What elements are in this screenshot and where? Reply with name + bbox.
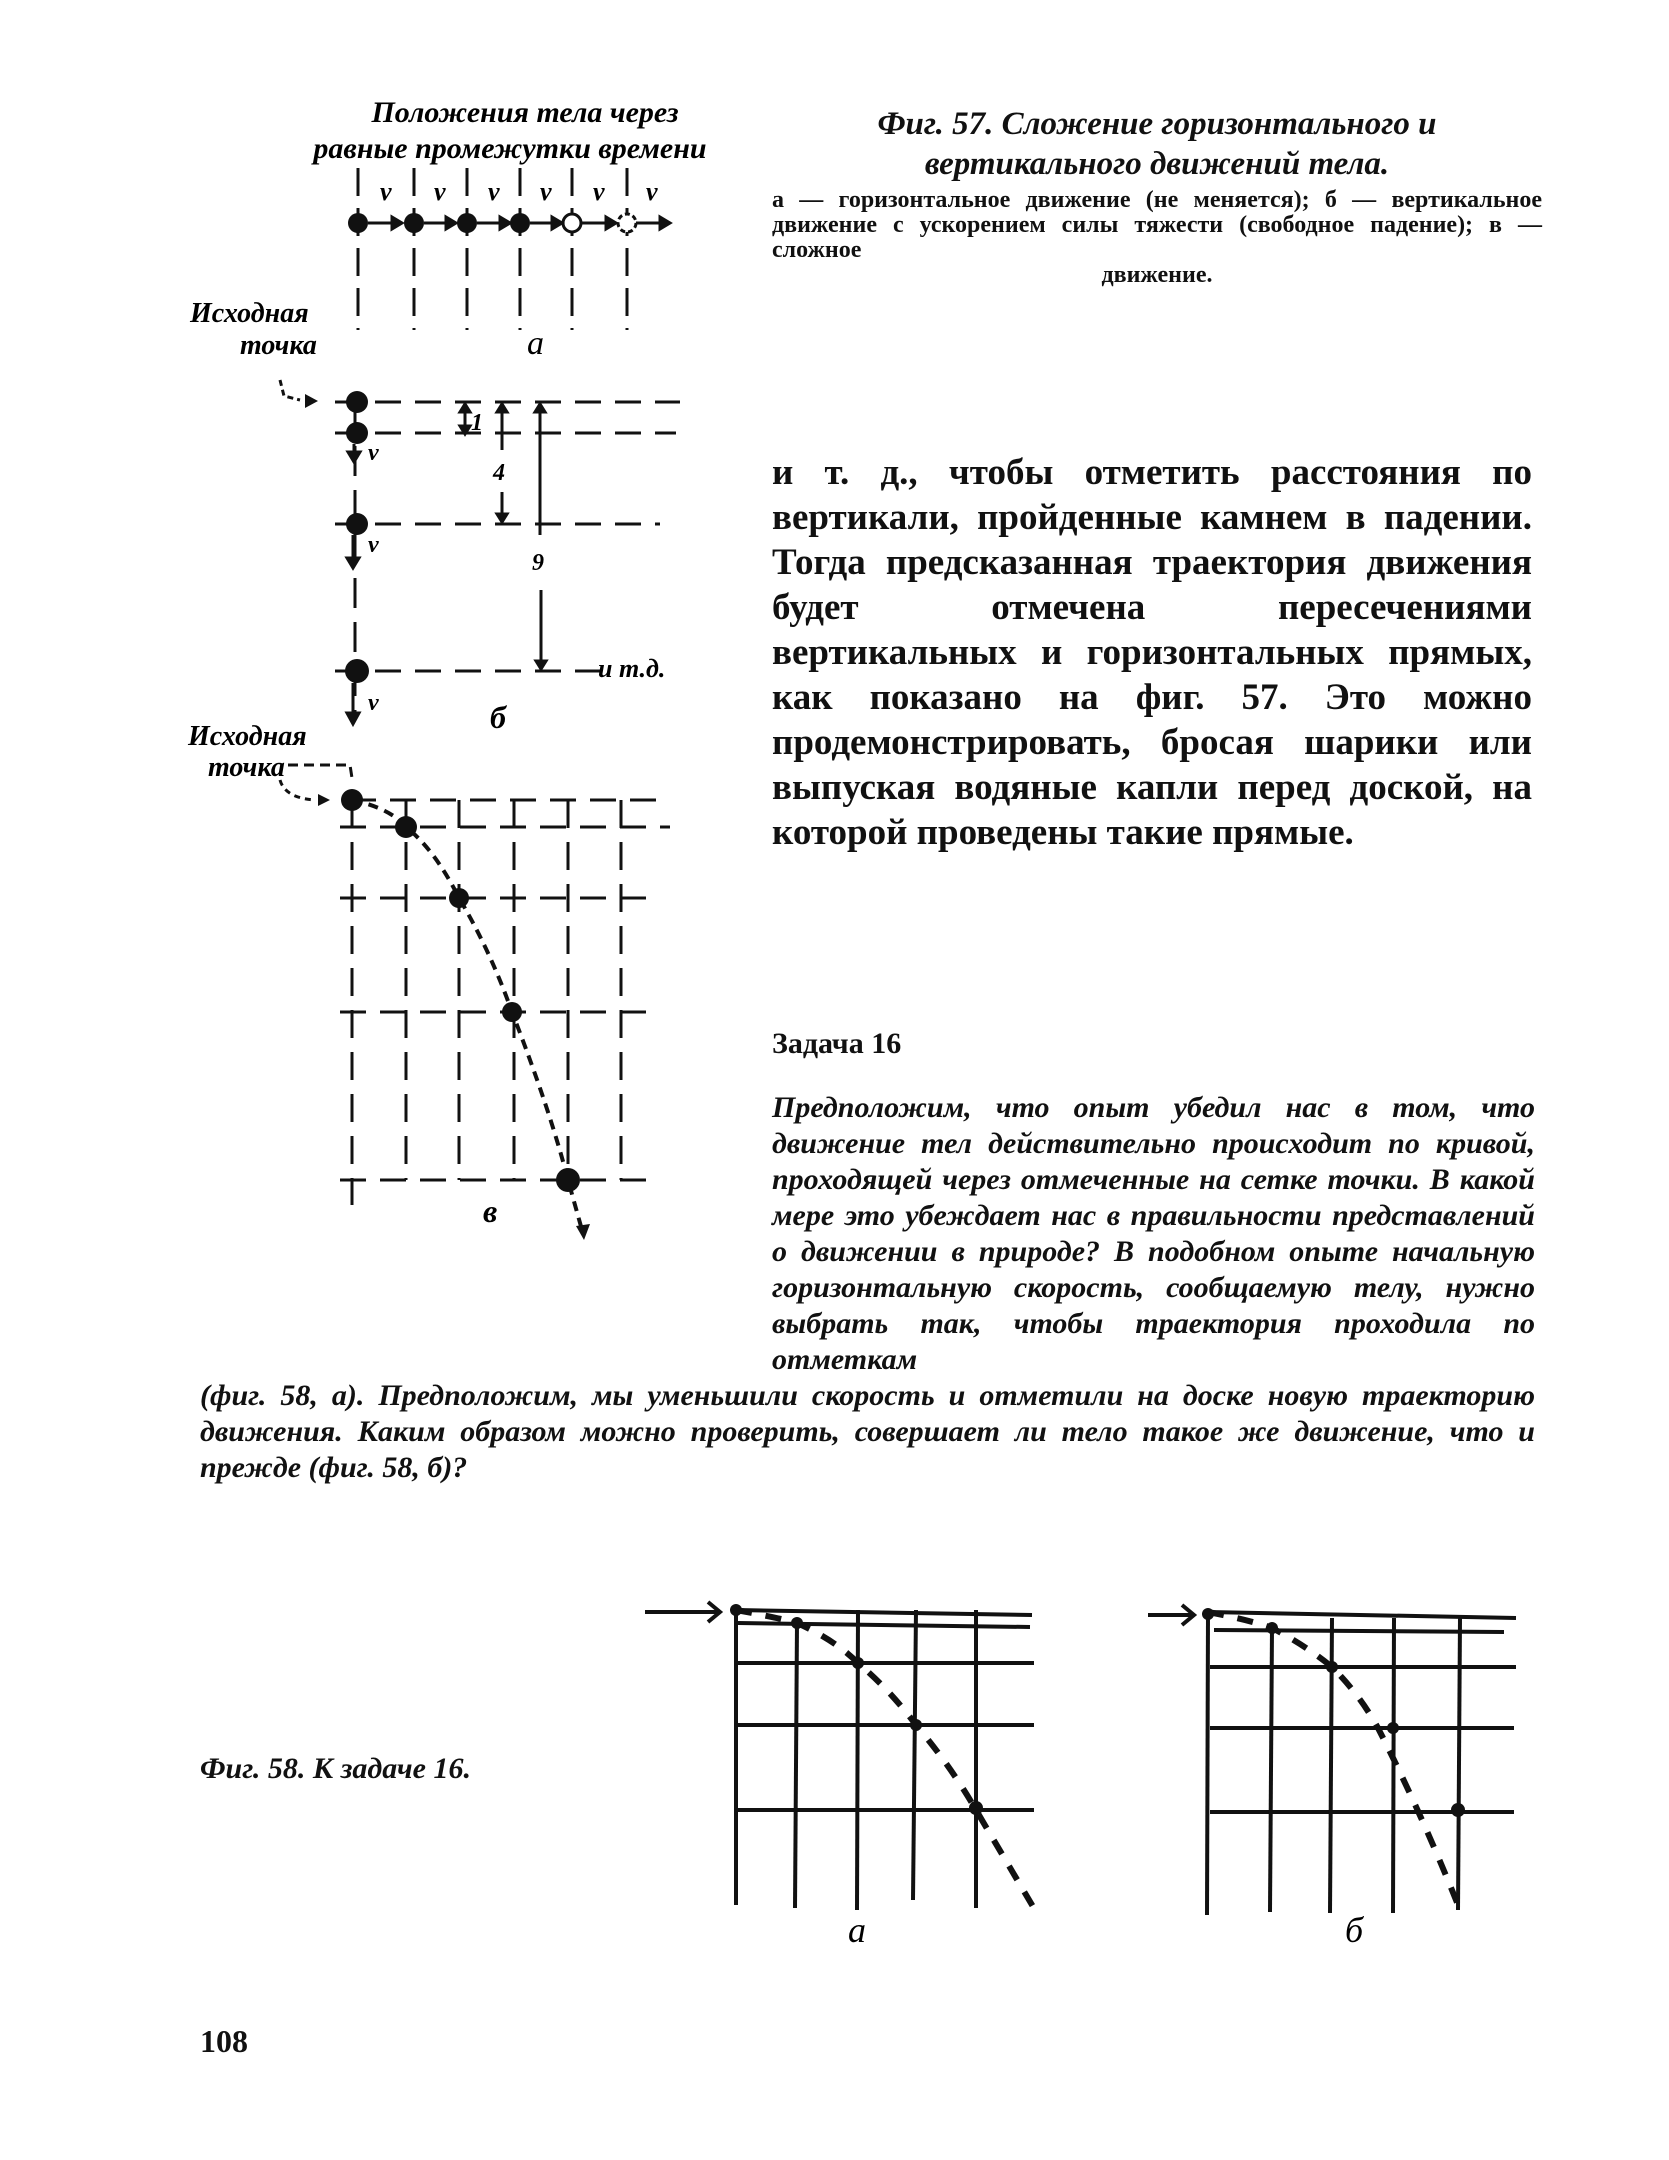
ball-icon (510, 213, 530, 233)
task-text-part2: (фиг. 58, а). Предположим, мы уменьшили скорость и отметили на доске новую траекторию движения. Каким образом можно проверить, совершает ли тело такое же движение, что и прежде (фиг. 58, б)? (200, 1379, 1535, 1484)
distance-label-9: 9 (532, 550, 544, 576)
ball-icon (502, 1002, 522, 1022)
legend-line-end: движение. (1101, 262, 1213, 288)
ball-icon (346, 422, 368, 444)
ball-icon (449, 888, 469, 908)
body-paragraph-text: и т. д., чтобы отметить расстояния по вертикали, пройденные камнем в падении. Тогда предсказанная траектория движения будет отмечена пересечениями вертикальных и горизонтальных прямых, как показано на фиг. 57. Это можно продемонстрировать, бросая шарики или выпуская водяные капли перед доской, на которой проведены такие прямые. (772, 452, 1532, 853)
legend-line-a: а — горизонтальное движение (не меняется); (772, 187, 1310, 213)
start-point-label-line2: точка (208, 752, 285, 783)
grid-lines (1207, 1612, 1516, 1915)
figure57-legend (772, 188, 1542, 288)
task-text-part1: Предположим, что опыт убедил нас в том, что движение тел действительно происходит по кривой, проходящей через отмеченные на сетке точки. В какой мере это убеждает нас в правильности представлений о движении в природе? В подобном опыте начальную горизонтальную скорость, сообщаемую телу, нужно выбрать так, чтобы траектория проходила по отметкам (772, 1091, 1535, 1376)
ball-outline-icon (563, 214, 581, 232)
ball-icon (346, 513, 368, 535)
svg-text:v: v (380, 177, 392, 206)
ball-icon (348, 213, 368, 233)
ball-icon (345, 659, 369, 683)
distance-label-1: 1 (471, 410, 483, 436)
panel-b-label: б (490, 699, 506, 730)
falling-body-positions (345, 391, 369, 683)
panel-a-label: а (527, 325, 544, 362)
ball-icon (346, 391, 368, 413)
horizontal-level-lines (335, 402, 680, 671)
task-heading: Задача 16 (772, 1027, 902, 1060)
svg-text:v: v (646, 177, 658, 206)
ball-icon (341, 789, 363, 811)
svg-text:v: v (368, 440, 379, 466)
task-text (200, 1090, 1535, 1486)
svg-text:v: v (593, 177, 605, 206)
ball-outline-icon (618, 214, 636, 232)
ball-icon (457, 213, 477, 233)
page-number: 108 (200, 2023, 248, 2059)
svg-text:v: v (368, 532, 379, 558)
distance-markers (460, 404, 546, 669)
start-point-label-line2: точка (240, 330, 317, 361)
ball-icon (395, 816, 417, 838)
body-paragraph (772, 450, 1532, 855)
grid-lines (736, 1610, 1034, 1910)
svg-text:v: v (488, 177, 500, 206)
figure57-panel-a (180, 90, 760, 390)
etc-label: и т.д. (598, 654, 666, 683)
panel-a-header-line1: Положения тела через (371, 96, 679, 129)
legend-line-b: б — вертикальное движение с ускорением силы тяжести (свободное падение); в — сложное (772, 187, 1543, 263)
panel-b-label: б (1345, 1910, 1364, 1950)
panel-a-header-line2: равные промежутки времени (313, 132, 707, 165)
distance-label-4: 4 (493, 460, 505, 486)
figure58-caption: Фиг. 58. К задаче 16. (200, 1752, 471, 1785)
panel-a-label: а (848, 1910, 866, 1950)
svg-text:v: v (540, 177, 552, 206)
start-point-label-line1: Исходная (188, 721, 307, 752)
figure57-panel-b (180, 370, 760, 730)
svg-text:v: v (434, 177, 446, 206)
trajectory-curve (736, 1610, 1035, 1910)
svg-text:v: v (368, 690, 379, 716)
figure58-panel-a (620, 1570, 1160, 1960)
panel-c-label: в (483, 1193, 498, 1229)
ball-icon (404, 213, 424, 233)
start-point-label-line1: Исходная (190, 298, 309, 329)
figure58-panel-b (1120, 1570, 1580, 1960)
figure57-caption-title: Фиг. 57. Сложение горизонтального и вертикального движений тела. (877, 106, 1437, 182)
